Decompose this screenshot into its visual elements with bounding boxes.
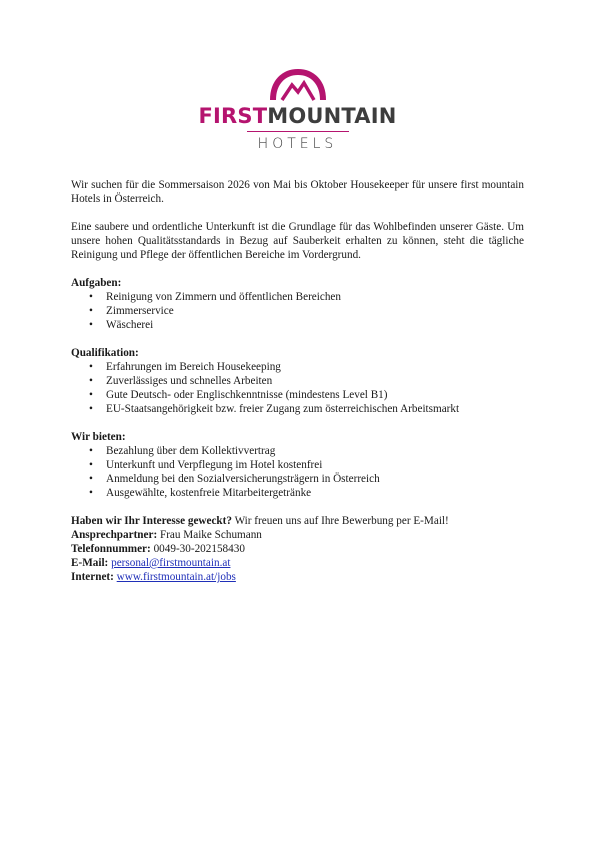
list-item: • Erfahrungen im Bereich Housekeeping xyxy=(89,361,281,373)
list-item: • Wäscherei xyxy=(89,319,154,331)
intro-paragraph-2: Eine saubere und ordentliche Unterkunft ist die Grundlage für das Wohlbefinden unserer Gäste. Um unsere hohen Qualitätsstandards in Bezug auf Sauberkeit erhalten zu können, steht die tägliche Reinigung und Pflege der öffentlichen Bereiche im Vordergrund. xyxy=(71,221,524,261)
contact-email-label: E-Mail: xyxy=(71,557,109,569)
list-item: • Ausgewählte, kostenfreie Mitarbeitergetränke xyxy=(89,487,312,499)
bullet-icon: • xyxy=(89,361,93,373)
contact-person-value: Frau Maike Schumann xyxy=(157,529,262,541)
bullet-icon: • xyxy=(89,375,93,387)
contact-person-label: Ansprechpartner: xyxy=(71,529,158,541)
brand-subtitle: HOTELS xyxy=(257,136,338,152)
aufgaben-list xyxy=(71,290,524,332)
list-item: • Unterkunft und Verpflegung im Hotel kostenfrei xyxy=(89,459,323,471)
contact-phone-value: 0049-30-202158430 xyxy=(150,543,245,555)
job-posting-body xyxy=(71,178,524,584)
bieten-list xyxy=(71,444,524,500)
bullet-icon: • xyxy=(89,291,93,303)
interest-question: Haben wir Ihr Interesse geweckt? xyxy=(71,515,232,527)
website-link[interactable]: www.firstmountain.at/jobs xyxy=(116,571,236,583)
contact-person xyxy=(71,528,524,542)
bullet-icon: • xyxy=(89,459,93,471)
contact-phone-label: Telefonnummer: xyxy=(71,543,151,555)
bullet-icon: • xyxy=(89,389,93,401)
bullet-icon: • xyxy=(89,473,93,485)
mountain-icon xyxy=(267,68,329,102)
list-item: • Zuverlässiges und schnelles Arbeiten xyxy=(89,375,273,387)
bullet-icon: • xyxy=(89,403,93,415)
list-item: • Reinigung von Zimmern und öffentlichen Bereichen xyxy=(89,291,341,303)
brand-first: FIRST xyxy=(198,104,268,128)
bullet-icon: • xyxy=(89,487,93,499)
bullet-icon: • xyxy=(89,305,93,317)
brand-mountain: MOUNTAIN xyxy=(267,104,397,128)
bullet-icon: • xyxy=(89,445,93,457)
interest-text: Wir freuen uns auf Ihre Bewerbung per E-Mail! xyxy=(231,515,449,527)
list-item: • Bezahlung über dem Kollektivvertrag xyxy=(89,445,276,457)
aufgaben-heading: Aufgaben: xyxy=(71,277,122,289)
contact-web xyxy=(71,570,524,584)
qualifikation-heading: Qualifikation: xyxy=(71,347,139,359)
contact-email xyxy=(71,556,524,570)
list-item: • Zimmerservice xyxy=(89,305,174,317)
intro-paragraph-1: Wir suchen für die Sommersaison 2026 von Mai bis Oktober Housekeeper für unsere first mountain Hotels in Österreich. xyxy=(71,179,524,205)
bieten-heading: Wir bieten: xyxy=(71,431,126,443)
interest-line xyxy=(71,514,524,528)
list-item: • Gute Deutsch- oder Englischkenntnisse (mindestens Level B1) xyxy=(89,389,388,401)
email-link[interactable]: personal@firstmountain.at xyxy=(111,557,231,569)
list-item: • Anmeldung bei den Sozialversicherungsträgern in Österreich xyxy=(89,473,380,485)
company-logo xyxy=(0,68,595,152)
brand-name xyxy=(0,104,595,128)
qualifikation-list xyxy=(71,360,524,416)
bullet-icon: • xyxy=(89,319,93,331)
contact-web-label: Internet: xyxy=(71,571,114,583)
contact-phone xyxy=(71,542,524,556)
list-item: • EU-Staatsangehörigkeit bzw. freier Zugang zum österreichischen Arbeitsmarkt xyxy=(89,403,460,415)
brand-divider xyxy=(247,131,349,132)
